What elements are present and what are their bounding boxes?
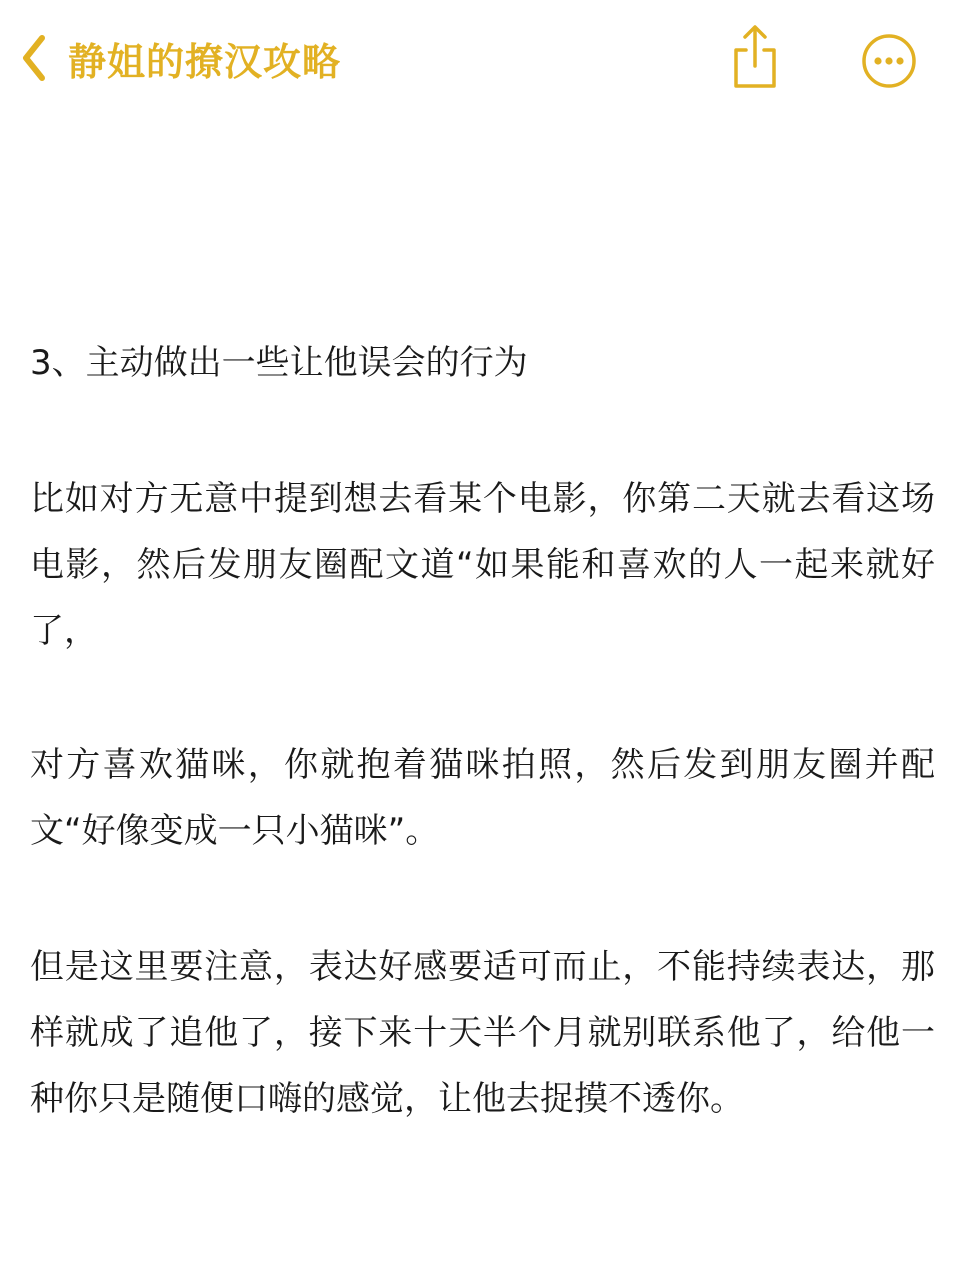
note-heading: 3、主动做出一些让他误会的行为 <box>30 343 528 383</box>
more-icon <box>858 30 920 92</box>
navigation-bar <box>0 0 960 115</box>
chevron-left-icon <box>14 28 58 88</box>
back-title: 静姐的撩汉攻略 <box>68 39 342 84</box>
more-button[interactable] <box>858 30 920 92</box>
note-paragraph: 但是这里要注意，表达好感要适可而止，不能持续表达，那样就成了追他了，接下来十天半个月就别联系他了，给他一种你只是随便口嗨的感觉，让他去捉摸不透你。 <box>30 947 935 1119</box>
note-body[interactable] <box>30 258 935 1132</box>
share-icon <box>724 20 786 92</box>
back-button[interactable] <box>14 28 341 88</box>
note-paragraph: 对方喜欢猫咪，你就抱着猫咪拍照，然后发到朋友圈并配文“好像变成一只小猫咪”。 <box>30 745 935 851</box>
note-paragraph: 比如对方无意中提到想去看某个电影，你第二天就去看这场电影，然后发朋友圈配文道“如果能和喜欢的人一起来就好了， <box>30 479 935 651</box>
share-button[interactable] <box>724 20 786 92</box>
